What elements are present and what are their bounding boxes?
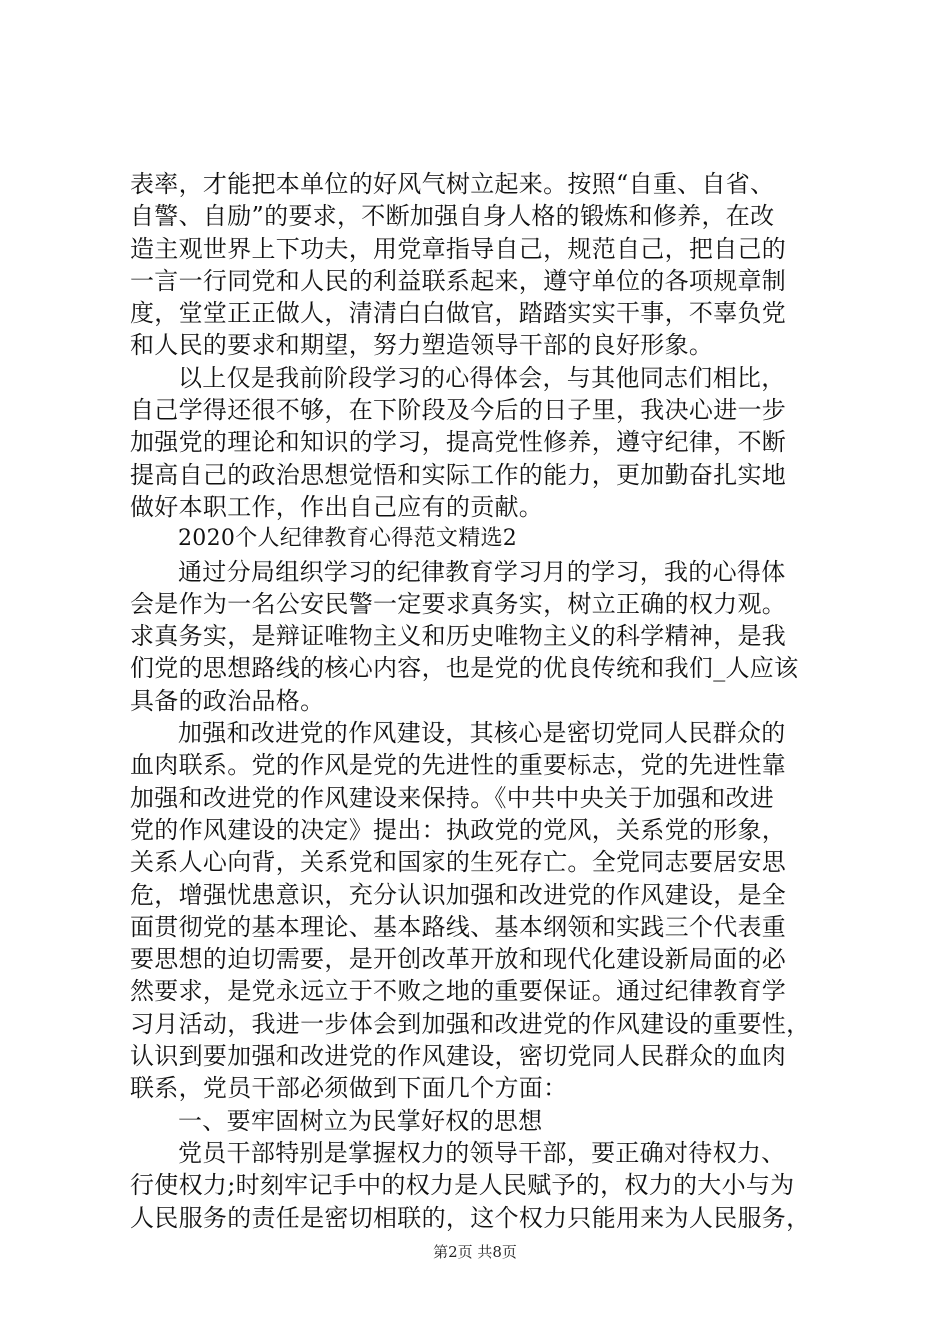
text-line: 面贯彻党的基本理论、基本路线、基本纲领和实践三个代表重	[130, 912, 787, 941]
paragraph	[130, 1137, 830, 1234]
text-line: 们党的思想路线的核心内容，也是党的优良传统和我们_人应该	[130, 654, 799, 683]
text-line: 自己学得还很不够，在下阶段及今后的日子里，我决心进一步	[130, 396, 787, 425]
text-line: 一言一行同党和人民的利益联系起来，遵守单位的各项规章制	[130, 266, 787, 295]
text-line: 加强和改进党的作风建设来保持。《中共中央关于加强和改进	[130, 783, 775, 812]
page-footer: 第2页 共8页	[433, 1243, 517, 1261]
text-line: 具备的政治品格。	[130, 686, 325, 715]
paragraph	[130, 362, 830, 523]
text-line: 党员干部特别是掌握权力的领导干部，要正确对待权力、	[178, 1138, 786, 1167]
text-line: 做好本职工作，作出自己应有的贡献。	[130, 492, 544, 521]
text-line: 联系，党员干部必须做到下面几个方面：	[130, 1074, 568, 1103]
text-line: 加强和改进党的作风建设，其核心是密切党同人民群众的	[178, 719, 786, 748]
text-line: 认识到要加强和改进党的作风建设，密切党同人民群众的血肉	[130, 1042, 787, 1071]
text-line: 党的作风建设的决定》提出：执政党的党风，关系党的形象，	[130, 815, 787, 844]
text-line: 要思想的迫切需要，是开创改革开放和现代化建设新局面的必	[130, 945, 787, 974]
text-line: 求真务实，是辩证唯物主义和历史唯物主义的科学精神，是我	[130, 622, 787, 651]
text-line: 和人民的要求和期望，努力塑造领导干部的良好形象。	[130, 331, 714, 360]
text-line: 危，增强忧患意识，充分认识加强和改进党的作风建设，是全	[130, 880, 787, 909]
text-line: 提高自己的政治思想觉悟和实际工作的能力，更加勤奋扎实地	[130, 460, 787, 489]
text-line: 造主观世界上下功夫，用党章指导自己，规范自己，把自己的	[130, 234, 787, 263]
body-text	[130, 168, 830, 1234]
text-line: 2020个人纪律教育心得范文精选2	[178, 526, 518, 552]
paragraph	[130, 168, 830, 362]
section-heading	[130, 523, 830, 555]
text-line: 然要求，是党永远立于不败之地的重要保证。通过纪律教育学	[130, 977, 787, 1006]
text-line: 度，堂堂正正做人，清清白白做官，踏踏实实干事，不辜负党	[130, 299, 787, 328]
paragraph	[130, 717, 830, 1105]
text-line: 一、要牢固树立为民掌好权的思想	[178, 1106, 543, 1135]
text-line: 关系人心向背，关系党和国家的生死存亡。全党同志要居安思	[130, 848, 787, 877]
paragraph	[130, 1105, 830, 1137]
text-line: 以上仅是我前阶段学习的心得体会，与其他同志们相比，	[178, 363, 786, 392]
text-line: 会是作为一名公安民警一定要求真务实，树立正确的权力观。	[130, 589, 787, 618]
paragraph	[130, 556, 830, 717]
text-line: 行使权力;时刻牢记手中的权力是人民赋予的，权力的大小与为	[130, 1171, 795, 1200]
text-line: 自警、自励”的要求，不断加强自身人格的锻炼和修养，在改	[130, 202, 775, 231]
text-line: 血肉联系。党的作风是党的先进性的重要标志，党的先进性靠	[130, 751, 787, 780]
text-line: 加强党的理论和知识的学习，提高党性修养，遵守纪律，不断	[130, 428, 787, 457]
text-line: 表率，才能把本单位的好风气树立起来。按照“自重、自省、	[130, 170, 775, 198]
text-line: 人民服务的责任是密切相联的，这个权力只能用来为人民服务，	[130, 1203, 811, 1232]
text-line: 习月活动，我进一步体会到加强和改进党的作风建设的重要性，	[130, 1009, 811, 1038]
text-line: 通过分局组织学习的纪律教育学习月的学习，我的心得体	[178, 557, 786, 586]
